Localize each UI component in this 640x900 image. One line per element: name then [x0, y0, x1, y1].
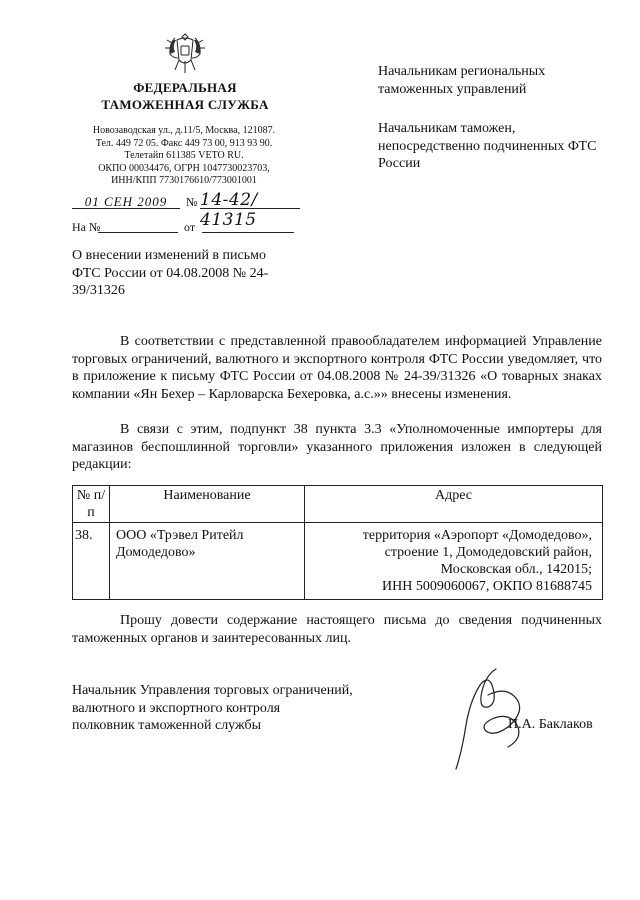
letter-number-label: № [186, 195, 198, 209]
address-line: территория «Аэропорт «Домодедово», [362, 528, 592, 543]
letter-subject: О внесении изменений в письмо ФТС России от 04.08.2008 № 24-39/31326 [72, 248, 269, 298]
table-header-name: Наименование [110, 486, 305, 523]
org-contacts [70, 125, 298, 188]
row-number: 38. [73, 523, 110, 600]
table-header-address: Адрес [305, 486, 603, 523]
importer-table [72, 485, 603, 600]
letter-date: 01 СЕН 2009 [72, 194, 180, 209]
reference-number-label: На № [72, 220, 101, 234]
closing-paragraph: Прошу довести содержание настоящего письма до сведения подчиненных таможенных органов и заинтересованных лиц. [72, 613, 602, 646]
signer-name: П.А. Баклаков [508, 717, 593, 732]
contact-line: Телетайп 611385 VETO RU. [124, 150, 244, 161]
recipient-block: Начальникам таможен, непосредственно подчиненных ФТС России [378, 121, 597, 171]
org-name-line2: ТАМОЖЕННАЯ СЛУЖБА [101, 97, 269, 112]
reference-number-blank [98, 232, 178, 233]
coat-of-arms-emblem-icon [163, 28, 207, 76]
table-row [73, 523, 603, 600]
address-line: Московская обл., 142015; [440, 562, 592, 577]
reference-date-blank [202, 232, 294, 233]
org-name-line1: ФЕДЕРАЛЬНАЯ [133, 80, 237, 95]
body-paragraph: В связи с этим, подпункт 38 пункта 3.3 «Уполномоченные импортеры для магазинов беспошлинной торговли» указанного приложения изложен в следующей редакции: [72, 422, 602, 472]
row-address [305, 523, 603, 600]
signer-title-line: полковник таможенной службы [72, 718, 262, 733]
body-paragraph: В соответствии с представленной правообладателем информацией Управление торговых ограничений, валютного и экспортного контроля ФТС России уведомляет, что в приложение к письму ФТС России от 04.08.2008 № 24-39/31326 «О товарных знаках компании «Ян Бехер – Карловарска Бехеровка, а.с.»» внесены изменения. [72, 334, 602, 402]
contact-line: ОКПО 00034476, ОГРН 1047730023703, [98, 162, 270, 174]
address-line: строение 1, Домодедовский район, [384, 545, 592, 560]
row-name: ООО «Трэвел Ритейл Домодедово» [110, 523, 305, 600]
recipient-block: Начальникам региональных таможенных управлений [378, 64, 546, 97]
contact-line: Тел. 449 72 05. Факс 449 73 00, 913 93 90. [95, 137, 273, 149]
signer-title-line: Начальник Управления торговых ограничений, [72, 683, 353, 698]
contact-line: ИНН/КПП 7730176610/773001001 [111, 175, 257, 186]
signer-title-line: валютного и экспортного контроля [72, 700, 281, 716]
table-header-number [73, 486, 110, 523]
address-line: ИНН 5009060067, ОКПО 81688745 [382, 579, 592, 594]
contact-line: Новозаводская ул., д.11/5, Москва, 121087. [92, 125, 276, 136]
reference-date-label: от [184, 220, 196, 234]
header-number-label: № п/п [76, 488, 106, 520]
signer-title [72, 682, 392, 735]
table-header-row [73, 486, 603, 523]
letter-number: 14-42/ 41315 [200, 190, 300, 209]
